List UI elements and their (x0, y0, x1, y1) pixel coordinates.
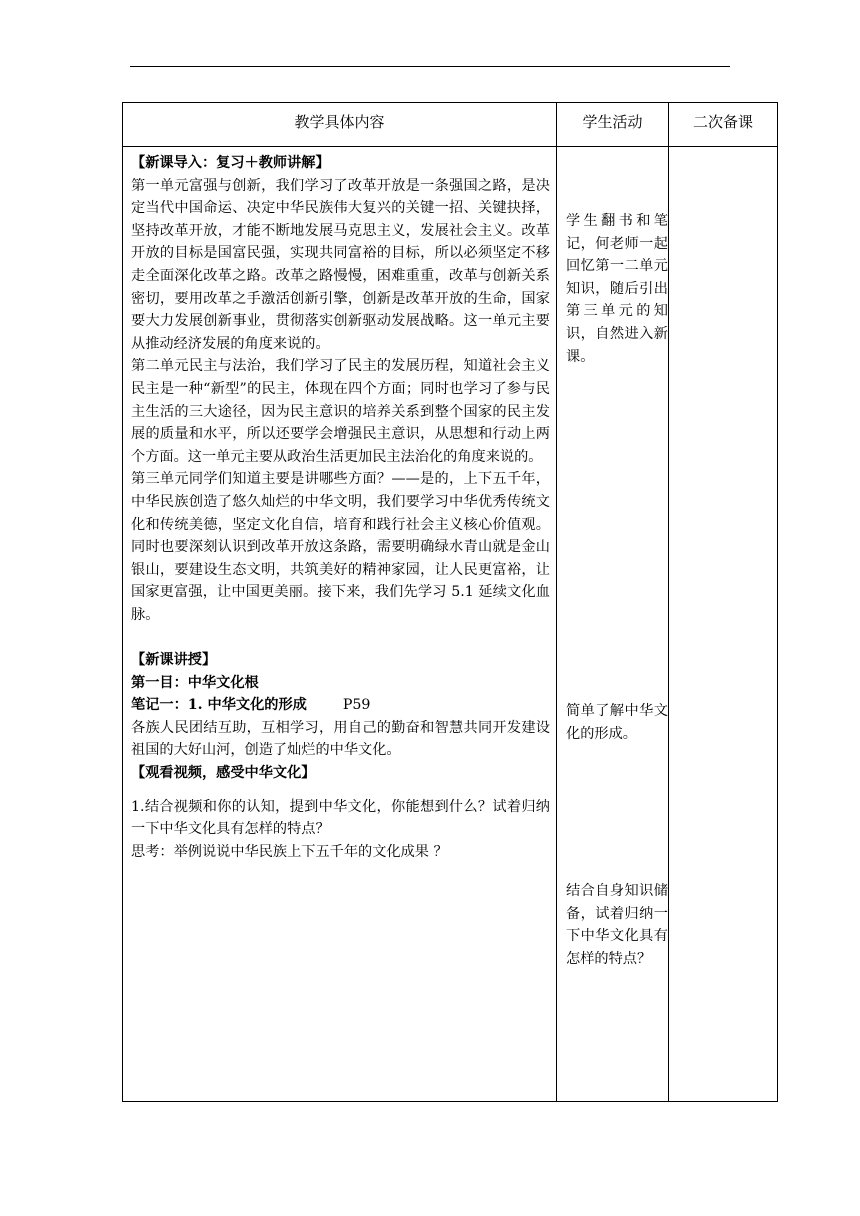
note-body: 各族人民团结互助，互相学习，用自己的勤奋和智慧共同开发建设祖国的大好山河，创造了灿烂的中华文化。 (131, 719, 550, 759)
note-page-ref: P59 (342, 697, 371, 714)
note-title-text: 笔记一：1. 中华文化的形成 (131, 697, 307, 714)
video-heading: 【观看视频，感受中华文化】 (131, 765, 316, 782)
header-student-activity: 学生活动 (557, 103, 669, 147)
intro-paragraph-1: 第一单元富强与创新，我们学习了改革开放是一条强国之路，是决定当代中国命运、决定中华民族伟大复兴的关键一招、关键抉择，坚持改革开放，才能不断地发展马克思主义，发展社会主义。改革开放的目标是国富民强，实现共同富裕的目标，所以必须坚定不移走全面深化改革之路。改革之路慢慢，困难重重，改革与创新关系密切，要用改革之手激活创新引擎，创新是改革开放的生命，国家要大力发展创新事业，贯彻落实创新驱动发展战略。这一单元主要从推动经济发展的角度来说的。 (131, 177, 550, 352)
teaching-content-cell (123, 147, 557, 1102)
activity-2: 简单了解中华文化的形成。 (566, 703, 668, 742)
second-prep-cell (669, 147, 778, 1102)
intro-paragraph-3: 第三单元同学们知道主要是讲哪些方面？——是的，上下五千年，中华民族创造了悠久灿烂的中华文明，我们要学习中华优秀传统文化和传统美德，坚定文化自信，培育和践行社会主义核心价值观。同时也要深刻认识到改革开放这条路，需要明确绿水青山就是金山银山，要建设生态文明，共筑美好的精神家园，让人民更富裕，让国家更富强，让中国更美丽。接下来，我们先学习 5.1 延续文化血脉。 (131, 471, 550, 623)
lesson-plan-table (122, 102, 778, 1102)
intro-paragraph-2: 第二单元民主与法治，我们学习了民主的发展历程，知道社会主义民主是一种“新型”的民主，体现在四个方面；同时也学习了参与民主生活的三大途径，因为民主意识的培养关系到整个国家的民主发展的质量和水平，所以还要学会增强民主意识，从思想和行动上两个方面。这一单元主要从政治生活更加民主法治化的角度来说的。 (131, 358, 550, 465)
section-title: 第一目：中华文化根 (131, 674, 259, 691)
table-body-row (123, 147, 778, 1102)
intro-heading: 【新课导入：复习＋教师讲解】 (131, 155, 330, 171)
new-lesson-heading: 【新课讲授】 (131, 652, 217, 669)
question-think: 思考：举例说说中华民族上下五千年的文化成果 ？ (131, 843, 448, 860)
table-header-row (123, 103, 778, 147)
note-title (131, 694, 550, 717)
header-rule (130, 66, 730, 67)
activity-3: 结合自身知识储备，试着归纳一下中华文化具有怎样的特点？ (566, 883, 668, 967)
header-content: 教学具体内容 (123, 103, 557, 147)
activity-1: 学生翻书和笔记，何老师一起回忆第一二单元知识，随后引出第三单元的知识，自然进入新课。 (566, 213, 668, 365)
header-second-prep: 二次备课 (669, 103, 778, 147)
student-activity-cell (557, 147, 669, 1102)
question-1: 1.结合视频和你的认知，提到中华文化，你能想到什么？试着归纳一下中华文化具有怎样的特点？ (131, 798, 550, 838)
